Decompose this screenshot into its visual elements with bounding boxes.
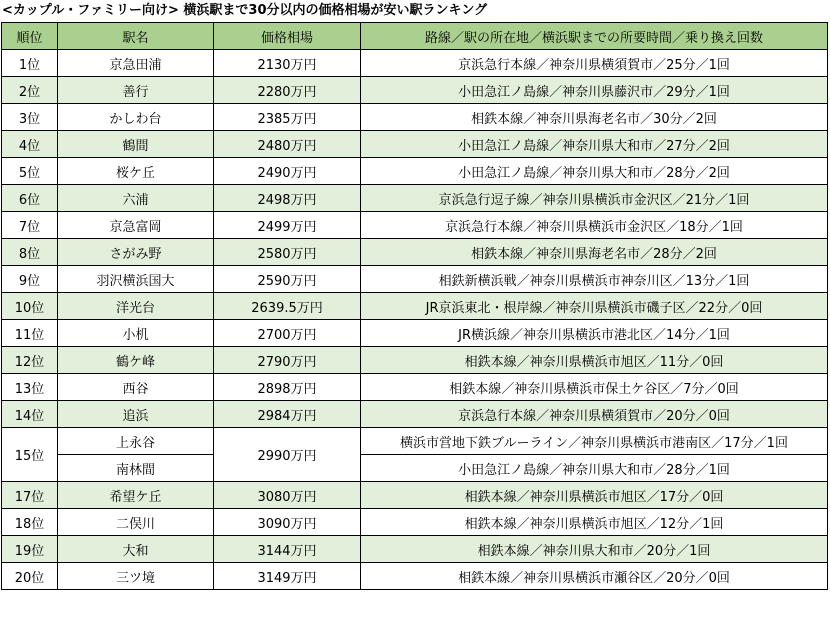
table-row (2, 482, 828, 509)
rank-cell: 5位 (2, 158, 58, 185)
table-row (2, 293, 828, 320)
station-cell: 希望ケ丘 (58, 482, 214, 509)
price-cell: 2898万円 (214, 374, 361, 401)
table-row (2, 509, 828, 536)
rank-cell: 20位 (2, 563, 58, 590)
table-row (2, 374, 828, 401)
rank-cell: 17位 (2, 482, 58, 509)
price-cell: 2580万円 (214, 239, 361, 266)
table-row (2, 320, 828, 347)
price-cell: 2990万円 (214, 428, 361, 482)
table-row (2, 131, 828, 158)
info-cell: 小田急江ノ島線／神奈川県大和市／28分／2回 (361, 158, 828, 185)
table-row (2, 239, 828, 266)
rank-cell: 14位 (2, 401, 58, 428)
table-row (2, 158, 828, 185)
rank-cell: 13位 (2, 374, 58, 401)
price-cell: 2498万円 (214, 185, 361, 212)
table-row (2, 401, 828, 428)
page-title: <カップル・ファミリー向け> 横浜駅まで30分以内の価格相場が安い駅ランキング (2, 3, 488, 18)
station-cell: 京急富岡 (58, 212, 214, 239)
table-row (2, 104, 828, 131)
ranking-table (1, 22, 828, 590)
table-row (2, 455, 828, 482)
header-price: 価格相場 (214, 23, 361, 50)
price-cell: 2790万円 (214, 347, 361, 374)
info-cell: 相鉄本線／神奈川県海老名市／30分／2回 (361, 104, 828, 131)
info-cell: 京浜急行本線／神奈川県横須賀市／20分／0回 (361, 401, 828, 428)
info-cell: 京浜急行本線／神奈川県横浜市金沢区／18分／1回 (361, 212, 828, 239)
station-cell: 二俣川 (58, 509, 214, 536)
info-cell: 相鉄新横浜戦／神奈川県横浜市神奈川区／13分／1回 (361, 266, 828, 293)
info-cell: 京浜急行逗子線／神奈川県横浜市金沢区／21分／1回 (361, 185, 828, 212)
rank-cell: 10位 (2, 293, 58, 320)
info-cell: 小田急江ノ島線／神奈川県藤沢市／29分／1回 (361, 77, 828, 104)
info-cell: 相鉄本線／神奈川県横浜市旭区／11分／0回 (361, 347, 828, 374)
info-cell: 小田急江ノ島線／神奈川県大和市／27分／2回 (361, 131, 828, 158)
station-cell: 羽沢横浜国大 (58, 266, 214, 293)
table-row (2, 428, 828, 455)
station-cell: 桜ケ丘 (58, 158, 214, 185)
station-cell: 三ツ境 (58, 563, 214, 590)
table-row (2, 185, 828, 212)
info-cell: 相鉄本線／神奈川県横浜市旭区／17分／0回 (361, 482, 828, 509)
station-cell: 南林間 (58, 455, 214, 482)
table-body (2, 50, 828, 590)
table-row (2, 347, 828, 374)
info-cell: 相鉄本線／神奈川県海老名市／28分／2回 (361, 239, 828, 266)
price-cell: 2984万円 (214, 401, 361, 428)
table-row (2, 563, 828, 590)
table-row (2, 50, 828, 77)
info-cell: 相鉄本線／神奈川県横浜市旭区／12分／1回 (361, 509, 828, 536)
price-cell: 2639.5万円 (214, 293, 361, 320)
table-row (2, 536, 828, 563)
rank-cell: 11位 (2, 320, 58, 347)
rank-cell: 3位 (2, 104, 58, 131)
table-row (2, 266, 828, 293)
station-cell: 西谷 (58, 374, 214, 401)
station-cell: 大和 (58, 536, 214, 563)
price-cell: 2590万円 (214, 266, 361, 293)
info-cell: JR横浜線／神奈川県横浜市港北区／14分／1回 (361, 320, 828, 347)
info-cell: 小田急江ノ島線／神奈川県大和市／28分／1回 (361, 455, 828, 482)
price-cell: 2130万円 (214, 50, 361, 77)
price-cell: 2490万円 (214, 158, 361, 185)
station-cell: かしわ台 (58, 104, 214, 131)
station-cell: 京急田浦 (58, 50, 214, 77)
station-cell: 洋光台 (58, 293, 214, 320)
price-cell: 2480万円 (214, 131, 361, 158)
price-cell: 2700万円 (214, 320, 361, 347)
price-cell: 2385万円 (214, 104, 361, 131)
info-cell: 京浜急行本線／神奈川県横須賀市／25分／1回 (361, 50, 828, 77)
rank-cell: 9位 (2, 266, 58, 293)
table-row (2, 212, 828, 239)
rank-cell: 19位 (2, 536, 58, 563)
price-cell: 3090万円 (214, 509, 361, 536)
station-cell: 善行 (58, 77, 214, 104)
price-cell: 3144万円 (214, 536, 361, 563)
rank-cell: 15位 (2, 428, 58, 482)
rank-cell: 12位 (2, 347, 58, 374)
header-station: 駅名 (58, 23, 214, 50)
rank-cell: 7位 (2, 212, 58, 239)
rank-cell: 18位 (2, 509, 58, 536)
info-cell: 相鉄本線／神奈川県大和市／20分／1回 (361, 536, 828, 563)
info-cell: 横浜市営地下鉄ブルーライン／神奈川県横浜市港南区／17分／1回 (361, 428, 828, 455)
station-cell: 六浦 (58, 185, 214, 212)
rank-cell: 2位 (2, 77, 58, 104)
rank-cell: 1位 (2, 50, 58, 77)
station-cell: 上永谷 (58, 428, 214, 455)
info-cell: JR京浜東北・根岸線／神奈川県横浜市磯子区／22分／0回 (361, 293, 828, 320)
table-row (2, 77, 828, 104)
rank-cell: 4位 (2, 131, 58, 158)
price-cell: 2280万円 (214, 77, 361, 104)
station-cell: 鶴間 (58, 131, 214, 158)
station-cell: さがみ野 (58, 239, 214, 266)
station-cell: 追浜 (58, 401, 214, 428)
station-cell: 鶴ケ峰 (58, 347, 214, 374)
rank-cell: 8位 (2, 239, 58, 266)
info-cell: 相鉄本線／神奈川県横浜市瀬谷区／20分／0回 (361, 563, 828, 590)
station-cell: 小机 (58, 320, 214, 347)
price-cell: 3080万円 (214, 482, 361, 509)
price-cell: 2499万円 (214, 212, 361, 239)
table-header-row (2, 23, 828, 50)
info-cell: 相鉄本線／神奈川県横浜市保土ケ谷区／7分／0回 (361, 374, 828, 401)
rank-cell: 6位 (2, 185, 58, 212)
header-info: 路線／駅の所在地／横浜駅までの所要時間／乗り換え回数 (361, 23, 828, 50)
header-rank: 順位 (2, 23, 58, 50)
price-cell: 3149万円 (214, 563, 361, 590)
